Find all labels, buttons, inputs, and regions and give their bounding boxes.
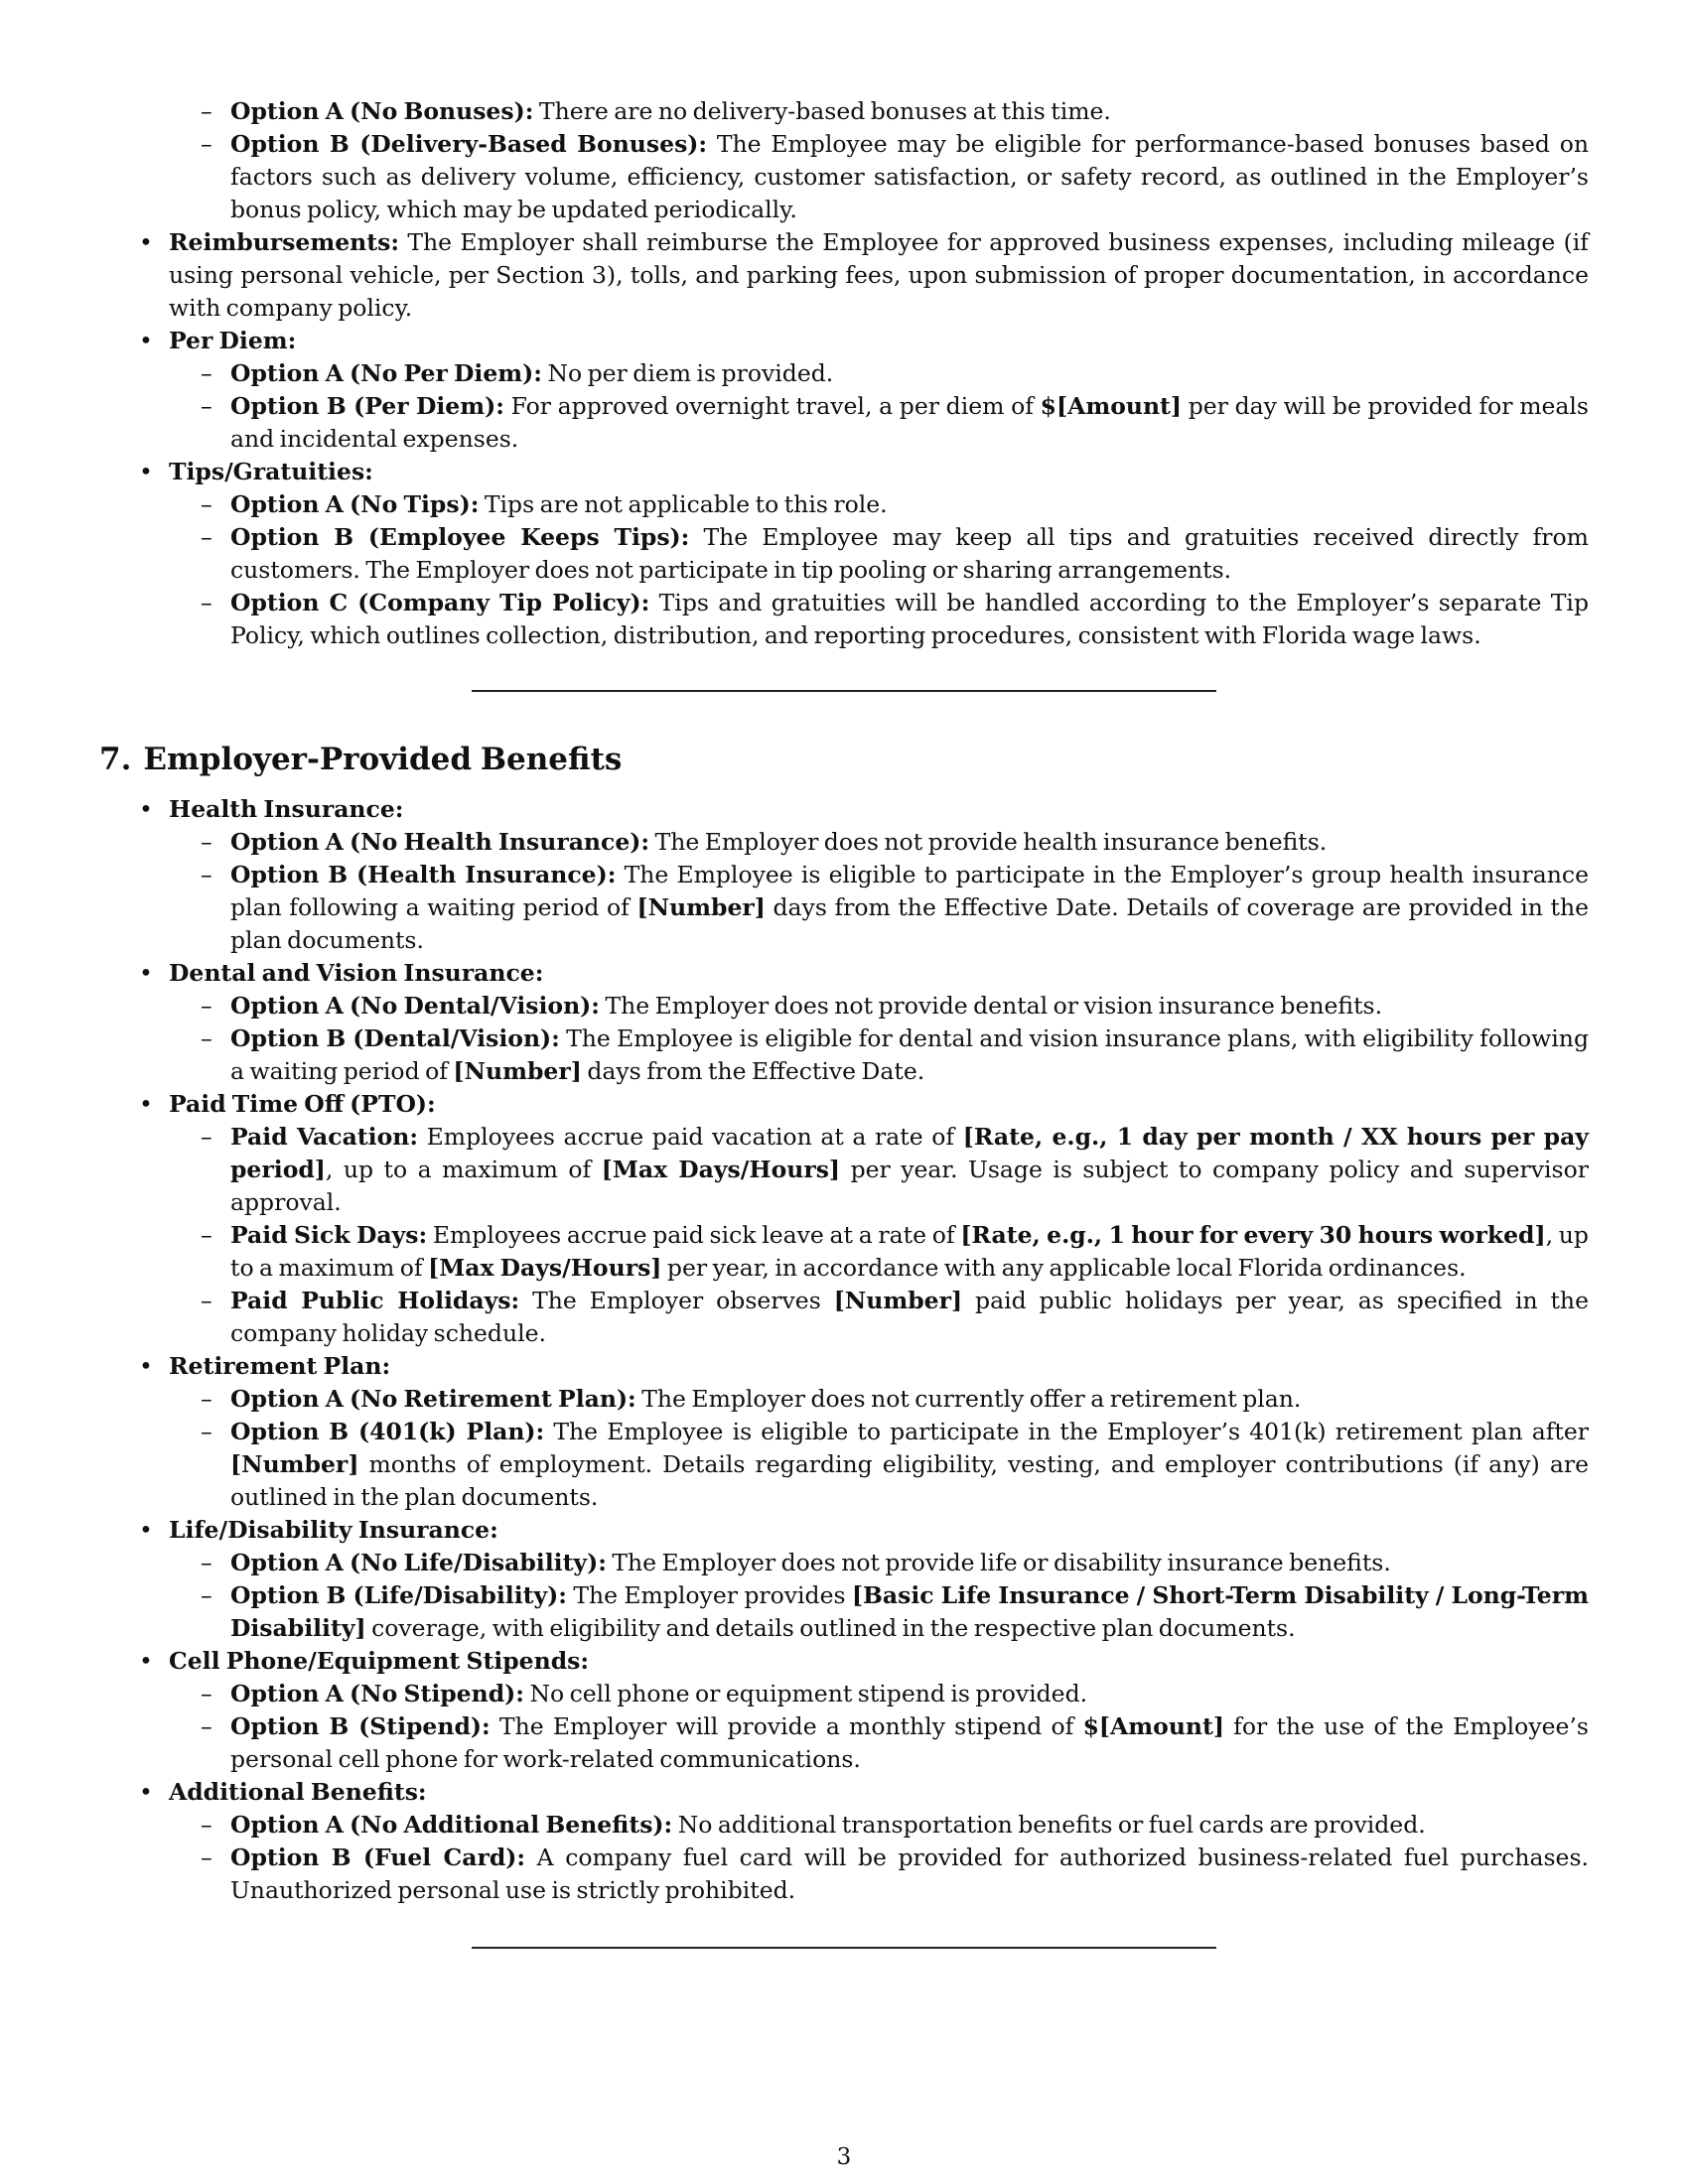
option-label: Option A (No Health Insurance):	[230, 828, 650, 856]
section-heading	[99, 740, 1589, 779]
placeholder-field: [Number]	[636, 893, 766, 921]
option-text: per day will be provided for meals and incidental expenses.	[230, 392, 1589, 453]
retirement-option-a	[169, 1383, 1589, 1416]
option-text: The Employer does not currently offer a retirement plan.	[641, 1385, 1302, 1413]
option-label: Option A (No Bonuses):	[230, 97, 534, 125]
option-text: The Employer does not provide life or disability insurance benefits.	[612, 1549, 1391, 1576]
option-text: The Employee is eligible to participate in the Employer’s group health insurance plan following a waiting period of	[230, 861, 1589, 921]
health-options	[169, 826, 1589, 957]
cell-options	[169, 1678, 1589, 1776]
page-number: 3	[836, 2144, 852, 2170]
option-text: Tips are not applicable to this role.	[484, 490, 888, 518]
option-text: paid public holidays per year, as specified in the company holiday schedule.	[230, 1287, 1589, 1347]
placeholder-field: [Rate, e.g., 1 hour for every 30 hours worked]	[960, 1221, 1546, 1249]
option-text: Employees accrue paid sick leave at a rate of	[432, 1221, 955, 1249]
additional-option-a	[169, 1809, 1589, 1842]
option-text: The Employer will provide a monthly stipend of	[498, 1712, 1074, 1740]
retirement-option-b	[169, 1416, 1589, 1514]
tips-option-c	[169, 587, 1589, 652]
option-text: The Employer observes	[532, 1287, 821, 1314]
placeholder-field: $[Amount]	[1040, 392, 1183, 420]
option-text: The Employee is eligible to participate in the Employer’s 401(k) retirement plan after	[553, 1418, 1589, 1445]
placeholder-field: [Number]	[453, 1057, 582, 1085]
option-text: No additional transportation benefits or fuel cards are provided.	[677, 1811, 1426, 1839]
item-label: Retirement Plan:	[169, 1352, 391, 1380]
item-label: Reimbursements:	[169, 228, 400, 256]
option-text: The Employee is eligible for dental and vision insurance plans, with eligibility following a waiting period of	[230, 1024, 1589, 1085]
pto-options	[169, 1121, 1589, 1350]
health-option-a	[169, 826, 1589, 859]
pto-vacation	[169, 1121, 1589, 1219]
option-text: , up to a maximum of	[230, 1221, 1589, 1282]
option-text: No per diem is provided.	[547, 359, 834, 387]
cell-option-a	[169, 1678, 1589, 1710]
option-text: The Employer provides	[573, 1581, 846, 1609]
pto-item	[99, 1088, 1589, 1350]
item-label: Dental and Vision Insurance:	[169, 959, 544, 987]
item-text: The Employer shall reimburse the Employee for approved business expenses, including mileage (if using personal vehicle, per Section 3), tolls, and parking fees, upon submission of proper documentation, in accordance with company policy.	[169, 228, 1589, 322]
option-label: Option A (No Dental/Vision):	[230, 992, 600, 1020]
option-label: Paid Public Holidays:	[230, 1287, 520, 1314]
option-text: coverage, with eligibility and details outlined in the respective plan documents.	[371, 1614, 1296, 1642]
placeholder-field: [Max Days/Hours]	[601, 1156, 841, 1183]
option-label: Paid Sick Days:	[230, 1221, 428, 1249]
option-text: , up to a maximum of	[325, 1156, 592, 1183]
reimbursements-item	[99, 226, 1589, 325]
dental-options	[169, 990, 1589, 1088]
option-label: Option A (No Retirement Plan):	[230, 1385, 636, 1413]
section-number: 7.	[99, 742, 132, 777]
section-divider	[472, 1947, 1216, 1949]
life-option-a	[169, 1547, 1589, 1579]
tips-option-a	[169, 488, 1589, 521]
option-text: No cell phone or equipment stipend is provided.	[529, 1680, 1088, 1707]
section-title: Employer-Provided Benefits	[143, 742, 623, 777]
option-label: Option B (Life/Disability):	[230, 1581, 567, 1609]
option-label: Option B (401(k) Plan):	[230, 1418, 545, 1445]
option-label: Option A (No Additional Benefits):	[230, 1811, 673, 1839]
placeholder-field: [Rate, e.g., 1 day per month / XX hours per pay period]	[230, 1123, 1589, 1183]
item-label: Per Diem:	[169, 327, 297, 354]
item-label: Paid Time Off (PTO):	[169, 1090, 436, 1118]
item-label: Additional Benefits:	[169, 1778, 427, 1806]
per-diem-item	[99, 325, 1589, 456]
option-text: months of employment. Details regarding eligibility, vesting, and employer contributions (if any) are outlined in the plan documents.	[230, 1450, 1589, 1511]
retirement-options	[169, 1383, 1589, 1514]
dental-option-b	[169, 1023, 1589, 1088]
option-text: For approved overnight travel, a per diem of	[510, 392, 1034, 420]
item-label: Tips/Gratuities:	[169, 458, 373, 485]
health-insurance-item	[99, 793, 1589, 957]
option-label: Option A (No Tips):	[230, 490, 480, 518]
placeholder-field: [Number]	[833, 1287, 963, 1314]
placeholder-field: [Max Days/Hours]	[428, 1254, 662, 1282]
placeholder-field: [Basic Life Insurance / Short-Term Disability / Long-Term Disability]	[230, 1581, 1590, 1642]
placeholder-field: $[Amount]	[1082, 1712, 1224, 1740]
cell-option-b	[169, 1710, 1589, 1776]
pto-sick	[169, 1219, 1589, 1285]
tips-item	[99, 456, 1589, 652]
option-text: per year, in accordance with any applicable local Florida ordinances.	[666, 1254, 1467, 1282]
pto-holidays	[169, 1285, 1589, 1350]
dental-option-a	[169, 990, 1589, 1023]
tips-option-b	[169, 521, 1589, 587]
option-label: Option B (Dental/Vision):	[230, 1024, 560, 1052]
option-label: Option C (Company Tip Policy):	[230, 589, 650, 616]
option-label: Option A (No Per Diem):	[230, 359, 542, 387]
item-label: Life/Disability Insurance:	[169, 1516, 498, 1544]
option-label: Option B (Delivery-Based Bonuses):	[230, 130, 708, 158]
option-text: The Employee may be eligible for performance-based bonuses based on factors such as delivery volume, efficiency, customer satisfaction, or safety record, as outlined in the Employer’s bonus policy, which may be updated periodically.	[230, 130, 1589, 223]
per-diem-option-a	[169, 357, 1589, 390]
option-label: Option A (No Life/Disability):	[230, 1549, 607, 1576]
retirement-item	[99, 1350, 1589, 1514]
tips-options	[169, 488, 1589, 652]
life-disability-item	[99, 1514, 1589, 1645]
item-label: Cell Phone/Equipment Stipends:	[169, 1647, 590, 1675]
option-text: There are no delivery-based bonuses at this time.	[538, 97, 1111, 125]
option-label: Option B (Stipend):	[230, 1712, 491, 1740]
per-diem-options	[169, 357, 1589, 456]
option-text: Tips and gratuities will be handled according to the Employer’s separate Tip Policy, which outlines collection, distribution, and reporting procedures, consistent with Florida wage laws.	[230, 589, 1589, 649]
cell-phone-item	[99, 1645, 1589, 1776]
option-text: The Employee may keep all tips and gratuities received directly from customers. The Employer does not participate in tip pooling or sharing arrangements.	[230, 523, 1589, 584]
section-divider	[472, 690, 1216, 692]
option-label: Paid Vacation:	[230, 1123, 419, 1151]
additional-option-b	[169, 1842, 1589, 1907]
option-label: Option B (Employee Keeps Tips):	[230, 523, 690, 551]
bonus-option-a	[169, 95, 1589, 128]
option-text: The Employer does not provide dental or vision insurance benefits.	[605, 992, 1383, 1020]
bonus-options-list	[99, 95, 1589, 226]
option-label: Option B (Health Insurance):	[230, 861, 617, 888]
dental-vision-item	[99, 957, 1589, 1088]
option-text: for the use of the Employee’s personal cell phone for work-related communications.	[230, 1712, 1589, 1773]
additional-options	[169, 1809, 1589, 1907]
life-options	[169, 1547, 1589, 1645]
option-text: per year. Usage is subject to company policy and supervisor approval.	[230, 1156, 1589, 1216]
bonus-option-b	[169, 128, 1589, 226]
additional-benefits-item	[99, 1776, 1589, 1907]
page-content	[99, 95, 1589, 1949]
option-text: days from the Effective Date.	[587, 1057, 925, 1085]
compensation-list	[99, 226, 1589, 652]
option-text: The Employer does not provide health insurance benefits.	[654, 828, 1328, 856]
option-text: days from the Effective Date. Details of coverage are provided in the plan documents.	[230, 893, 1589, 954]
per-diem-option-b	[169, 390, 1589, 456]
item-label: Health Insurance:	[169, 795, 404, 823]
life-option-b	[169, 1579, 1589, 1645]
placeholder-field: [Number]	[230, 1450, 359, 1478]
health-option-b	[169, 859, 1589, 957]
option-text: A company fuel card will be provided for authorized business-related fuel purchases. Unauthorized personal use is strictly prohibited.	[230, 1843, 1589, 1904]
option-label: Option B (Fuel Card):	[230, 1843, 526, 1871]
option-label: Option B (Per Diem):	[230, 392, 504, 420]
option-text: Employees accrue paid vacation at a rate of	[426, 1123, 955, 1151]
option-label: Option A (No Stipend):	[230, 1680, 524, 1707]
benefits-list	[99, 793, 1589, 1907]
